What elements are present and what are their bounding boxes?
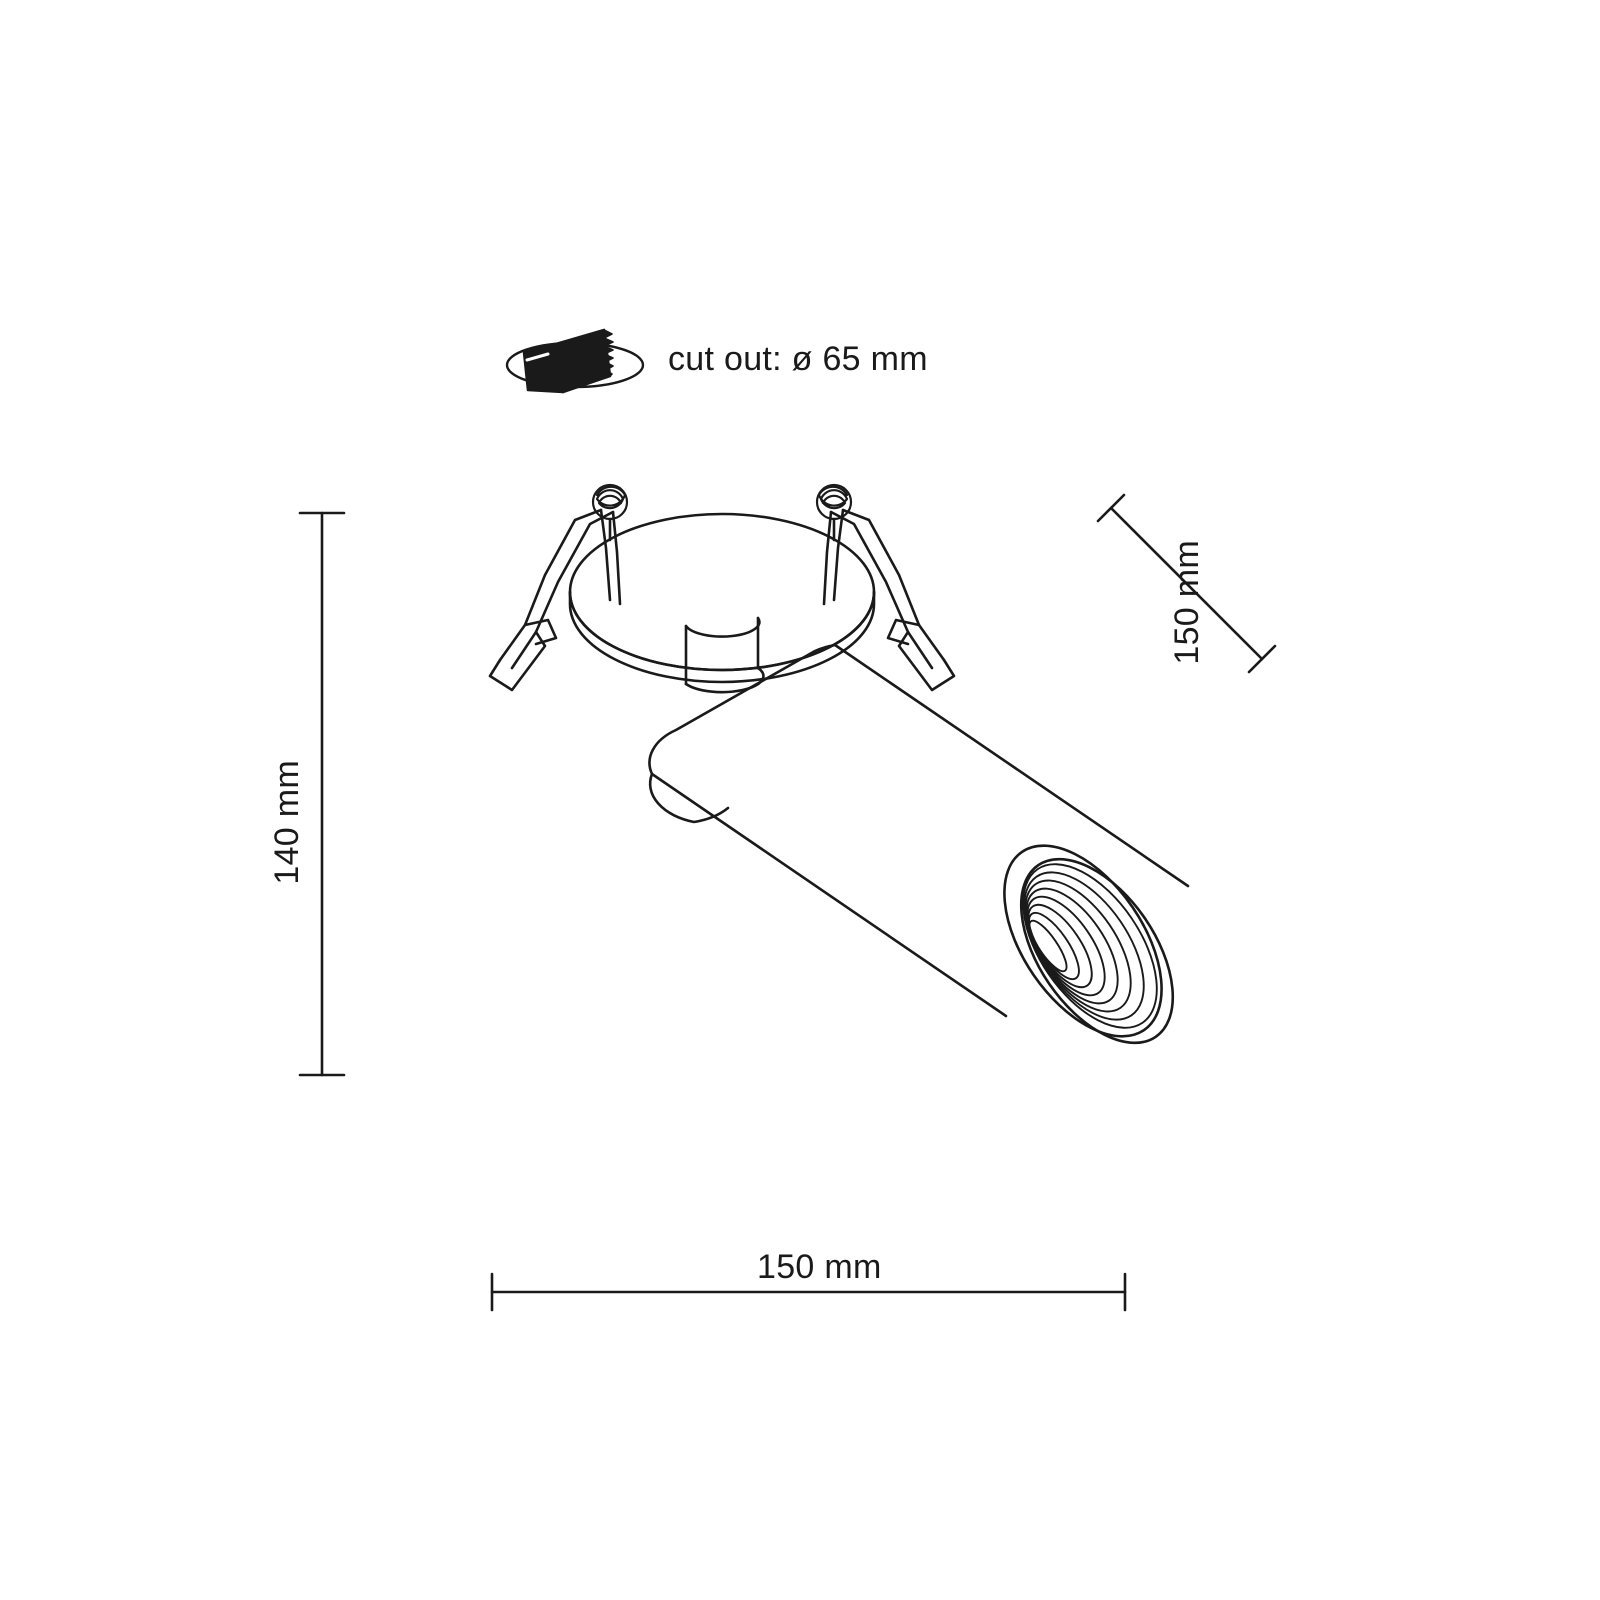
depth-dimension-label: 150 mm: [1168, 540, 1206, 665]
spot-cylinder-body: [650, 645, 1204, 1070]
cutout-label: cut out: ø 65 mm: [668, 340, 928, 378]
width-dimension-label: 150 mm: [757, 1248, 882, 1286]
spring-clip-right: [817, 485, 954, 690]
spring-clip-left: [490, 485, 627, 690]
height-dimension-label: 140 mm: [268, 760, 306, 885]
reflector-rings: [996, 841, 1184, 1051]
saw-icon: [507, 330, 643, 392]
